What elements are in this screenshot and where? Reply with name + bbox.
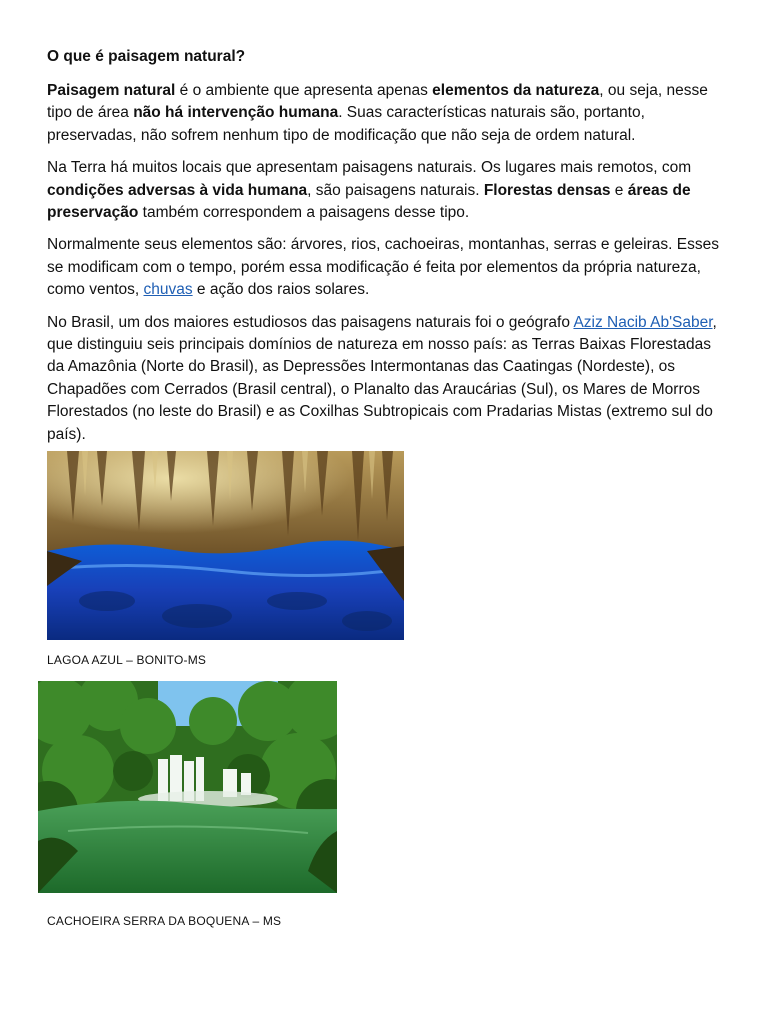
paragraph-4: No Brasil, um dos maiores estudiosos das paisagens naturais foi o geógrafo Aziz Nacib Ab'Saber, que distinguiu seis principais domínios de natureza em nosso país: as Terras Baixas Florestadas da Amazônia (Norte do Brasil), as Depressões Intermontanas das Caatingas (Nordeste), os Chapadões com Cerrados (Brasil central), o Planalto das Araucárias (Sul), os Mares de Morros Florestados (no leste do Brasil) e as Coxilhas Subtropicais com Pradarias Mistas (extremo sul do país). [47, 313, 717, 443]
lagoa-azul-photo [47, 451, 404, 640]
caption-lagoa-azul: LAGOA AZUL – BONITO-MS [47, 653, 207, 667]
caption-cachoeira: CACHOEIRA SERRA DA BOQUENA – MS [47, 914, 282, 928]
link-chuvas[interactable]: chuvas [143, 281, 193, 299]
link-aziz-absaber[interactable]: Aziz Nacib Ab'Saber [573, 313, 713, 331]
paragraph-2: Na Terra há muitos locais que apresentam paisagens naturais. Os lugares mais remotos, com condições adversas à vida humana, são paisagens naturais. Florestas densas e áreas de preservação também correspondem a paisagens desse tipo. [47, 159, 692, 222]
paragraph-3: Normalmente seus elementos são: árvores, rios, cachoeiras, montanhas, serras e geleiras. Esses se modificam com o tempo, porém essa modificação é feita por elementos da própria natureza, como ventos, chuvas e ação dos raios solares. [47, 236, 719, 299]
cachoeira-photo [38, 681, 337, 893]
page-title: O que é paisagem natural? [47, 48, 246, 65]
paragraph-1: Paisagem natural é o ambiente que apresenta apenas elementos da natureza, ou seja, nesse tipo de área não há intervenção humana. Suas características naturais são, portanto, preservadas, não sofrem nenhum tipo de modificação que não seja de ordem natural. [47, 82, 708, 144]
document-page [47, 40, 723, 456]
